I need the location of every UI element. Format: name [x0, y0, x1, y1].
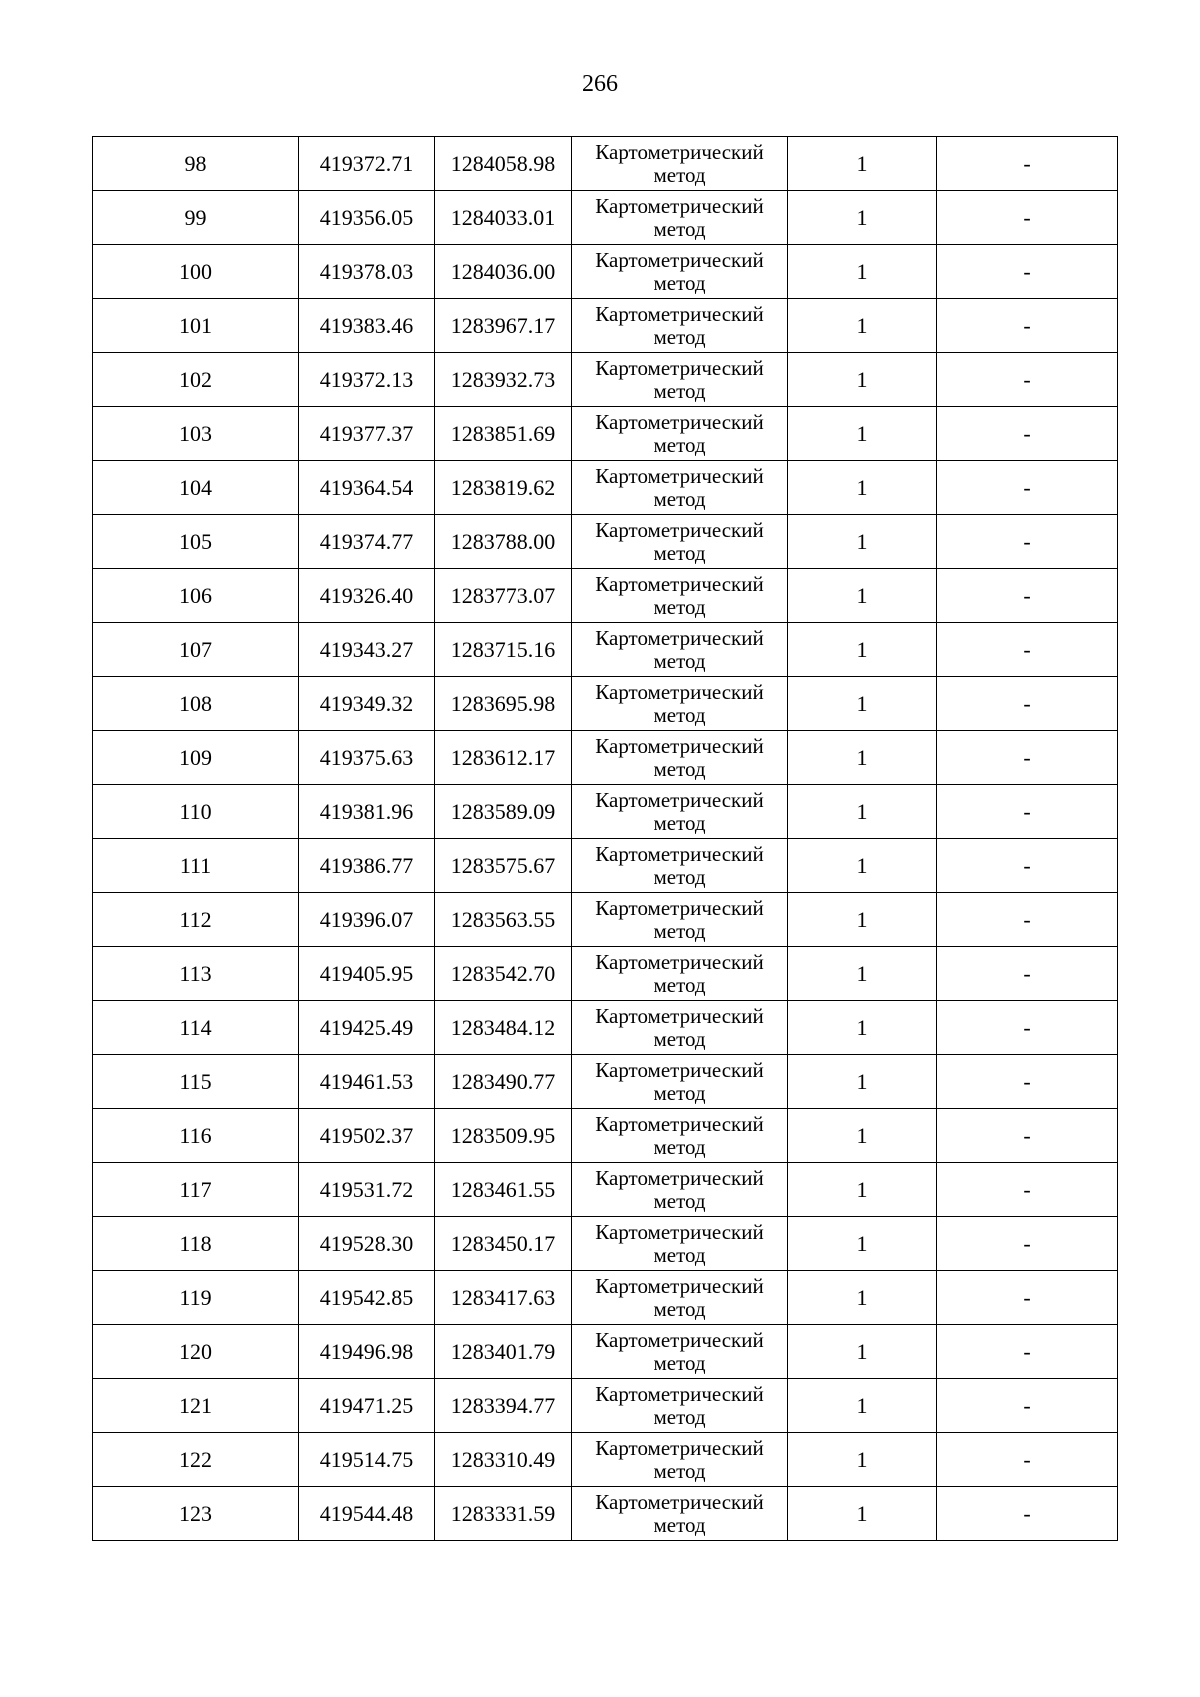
x-coordinate-cell: 419356.05 [299, 191, 435, 245]
point-number-cell: 107 [93, 623, 299, 677]
accuracy-cell: 1 [788, 1055, 937, 1109]
x-coordinate-cell: 419425.49 [299, 1001, 435, 1055]
method-cell [572, 353, 788, 407]
method-line-2: метод [653, 378, 706, 403]
accuracy-cell: 1 [788, 407, 937, 461]
method-line-1: Картометрический [595, 787, 764, 812]
method-cell [572, 299, 788, 353]
method-line-1: Картометрический [595, 1327, 764, 1352]
y-coordinate-cell: 1284036.00 [435, 245, 572, 299]
point-number-cell: 104 [93, 461, 299, 515]
method-line-1: Картометрический [595, 625, 764, 650]
note-cell: - [937, 1271, 1118, 1325]
note-cell: - [937, 1055, 1118, 1109]
note-cell: - [937, 461, 1118, 515]
y-coordinate-cell: 1283851.69 [435, 407, 572, 461]
accuracy-cell: 1 [788, 677, 937, 731]
point-number-cell: 115 [93, 1055, 299, 1109]
accuracy-cell: 1 [788, 1487, 937, 1541]
y-coordinate-cell: 1284058.98 [435, 137, 572, 191]
point-number-cell: 105 [93, 515, 299, 569]
accuracy-cell: 1 [788, 731, 937, 785]
method-line-2: метод [653, 270, 706, 295]
method-line-1: Картометрический [595, 1219, 764, 1244]
method-line-1: Картометрический [595, 1165, 764, 1190]
method-line-1: Картометрический [595, 895, 764, 920]
note-cell: - [937, 299, 1118, 353]
y-coordinate-cell: 1283509.95 [435, 1109, 572, 1163]
method-cell [572, 461, 788, 515]
y-coordinate-cell: 1283589.09 [435, 785, 572, 839]
note-cell: - [937, 137, 1118, 191]
method-cell [572, 407, 788, 461]
y-coordinate-cell: 1283450.17 [435, 1217, 572, 1271]
table-row [93, 137, 1118, 191]
note-cell: - [937, 191, 1118, 245]
point-number-cell: 122 [93, 1433, 299, 1487]
y-coordinate-cell: 1283715.16 [435, 623, 572, 677]
point-number-cell: 108 [93, 677, 299, 731]
point-number-cell: 111 [93, 839, 299, 893]
table-row [93, 1109, 1118, 1163]
x-coordinate-cell: 419343.27 [299, 623, 435, 677]
x-coordinate-cell: 419471.25 [299, 1379, 435, 1433]
x-coordinate-cell: 419396.07 [299, 893, 435, 947]
table-row [93, 245, 1118, 299]
table-row [93, 1433, 1118, 1487]
point-number-cell: 100 [93, 245, 299, 299]
table-body [93, 137, 1118, 1541]
table-row [93, 731, 1118, 785]
table-row [93, 677, 1118, 731]
method-cell [572, 569, 788, 623]
y-coordinate-cell: 1283417.63 [435, 1271, 572, 1325]
method-line-1: Картометрический [595, 1057, 764, 1082]
table-row [93, 1055, 1118, 1109]
method-cell [572, 1433, 788, 1487]
method-line-1: Картометрический [595, 1111, 764, 1136]
method-cell [572, 137, 788, 191]
y-coordinate-cell: 1283819.62 [435, 461, 572, 515]
method-line-1: Картометрический [595, 463, 764, 488]
method-line-2: метод [653, 648, 706, 673]
method-line-1: Картометрический [595, 1003, 764, 1028]
y-coordinate-cell: 1283773.07 [435, 569, 572, 623]
method-line-2: метод [653, 1242, 706, 1267]
note-cell: - [937, 515, 1118, 569]
y-coordinate-cell: 1283310.49 [435, 1433, 572, 1487]
y-coordinate-cell: 1283967.17 [435, 299, 572, 353]
y-coordinate-cell: 1283575.67 [435, 839, 572, 893]
method-line-2: метод [653, 540, 706, 565]
point-number-cell: 114 [93, 1001, 299, 1055]
method-cell [572, 785, 788, 839]
method-line-2: метод [653, 324, 706, 349]
y-coordinate-cell: 1283394.77 [435, 1379, 572, 1433]
method-line-2: метод [653, 216, 706, 241]
accuracy-cell: 1 [788, 1379, 937, 1433]
note-cell: - [937, 569, 1118, 623]
accuracy-cell: 1 [788, 191, 937, 245]
point-number-cell: 121 [93, 1379, 299, 1433]
method-line-2: метод [653, 810, 706, 835]
table-row [93, 1217, 1118, 1271]
coordinates-table [92, 136, 1118, 1541]
point-number-cell: 113 [93, 947, 299, 1001]
method-cell [572, 1325, 788, 1379]
x-coordinate-cell: 419364.54 [299, 461, 435, 515]
x-coordinate-cell: 419531.72 [299, 1163, 435, 1217]
method-line-2: метод [653, 1404, 706, 1429]
method-cell [572, 191, 788, 245]
x-coordinate-cell: 419326.40 [299, 569, 435, 623]
method-line-1: Картометрический [595, 1381, 764, 1406]
method-line-2: метод [653, 1080, 706, 1105]
table-row [93, 1001, 1118, 1055]
method-line-1: Картометрический [595, 841, 764, 866]
table-row [93, 893, 1118, 947]
point-number-cell: 116 [93, 1109, 299, 1163]
method-line-2: метод [653, 972, 706, 997]
method-cell [572, 731, 788, 785]
method-line-1: Картометрический [595, 1435, 764, 1460]
method-line-1: Картометрический [595, 247, 764, 272]
x-coordinate-cell: 419496.98 [299, 1325, 435, 1379]
point-number-cell: 119 [93, 1271, 299, 1325]
note-cell: - [937, 1109, 1118, 1163]
table-row [93, 191, 1118, 245]
method-line-1: Картометрический [595, 517, 764, 542]
table-row [93, 785, 1118, 839]
accuracy-cell: 1 [788, 1109, 937, 1163]
point-number-cell: 102 [93, 353, 299, 407]
x-coordinate-cell: 419542.85 [299, 1271, 435, 1325]
note-cell: - [937, 731, 1118, 785]
method-cell [572, 1379, 788, 1433]
method-line-2: метод [653, 162, 706, 187]
point-number-cell: 101 [93, 299, 299, 353]
method-cell [572, 245, 788, 299]
note-cell: - [937, 245, 1118, 299]
note-cell: - [937, 623, 1118, 677]
method-cell [572, 1055, 788, 1109]
method-line-1: Картометрический [595, 571, 764, 596]
accuracy-cell: 1 [788, 839, 937, 893]
method-cell [572, 1163, 788, 1217]
point-number-cell: 112 [93, 893, 299, 947]
page-number: 266 [582, 71, 618, 97]
table-row [93, 569, 1118, 623]
x-coordinate-cell: 419461.53 [299, 1055, 435, 1109]
note-cell: - [937, 1325, 1118, 1379]
table-row [93, 947, 1118, 1001]
table-row [93, 461, 1118, 515]
point-number-cell: 117 [93, 1163, 299, 1217]
y-coordinate-cell: 1283932.73 [435, 353, 572, 407]
x-coordinate-cell: 419378.03 [299, 245, 435, 299]
x-coordinate-cell: 419349.32 [299, 677, 435, 731]
x-coordinate-cell: 419544.48 [299, 1487, 435, 1541]
point-number-cell: 118 [93, 1217, 299, 1271]
method-cell [572, 839, 788, 893]
table-row [93, 623, 1118, 677]
method-line-1: Картометрический [595, 301, 764, 326]
accuracy-cell: 1 [788, 299, 937, 353]
accuracy-cell: 1 [788, 947, 937, 1001]
point-number-cell: 109 [93, 731, 299, 785]
note-cell: - [937, 1001, 1118, 1055]
accuracy-cell: 1 [788, 785, 937, 839]
method-line-2: метод [653, 756, 706, 781]
method-cell [572, 1001, 788, 1055]
method-line-2: метод [653, 1134, 706, 1159]
accuracy-cell: 1 [788, 461, 937, 515]
point-number-cell: 99 [93, 191, 299, 245]
x-coordinate-cell: 419372.71 [299, 137, 435, 191]
accuracy-cell: 1 [788, 137, 937, 191]
note-cell: - [937, 893, 1118, 947]
note-cell: - [937, 947, 1118, 1001]
point-number-cell: 106 [93, 569, 299, 623]
note-cell: - [937, 1433, 1118, 1487]
x-coordinate-cell: 419374.77 [299, 515, 435, 569]
y-coordinate-cell: 1283331.59 [435, 1487, 572, 1541]
x-coordinate-cell: 419405.95 [299, 947, 435, 1001]
note-cell: - [937, 1487, 1118, 1541]
method-line-2: метод [653, 1188, 706, 1213]
y-coordinate-cell: 1283788.00 [435, 515, 572, 569]
method-line-2: метод [653, 1350, 706, 1375]
x-coordinate-cell: 419383.46 [299, 299, 435, 353]
point-number-cell: 110 [93, 785, 299, 839]
note-cell: - [937, 785, 1118, 839]
method-cell [572, 677, 788, 731]
note-cell: - [937, 353, 1118, 407]
point-number-cell: 103 [93, 407, 299, 461]
y-coordinate-cell: 1283563.55 [435, 893, 572, 947]
note-cell: - [937, 407, 1118, 461]
method-line-1: Картометрический [595, 355, 764, 380]
point-number-cell: 123 [93, 1487, 299, 1541]
x-coordinate-cell: 419528.30 [299, 1217, 435, 1271]
x-coordinate-cell: 419386.77 [299, 839, 435, 893]
table-row [93, 1379, 1118, 1433]
x-coordinate-cell: 419375.63 [299, 731, 435, 785]
x-coordinate-cell: 419514.75 [299, 1433, 435, 1487]
method-line-1: Картометрический [595, 679, 764, 704]
accuracy-cell: 1 [788, 1271, 937, 1325]
method-line-1: Картометрический [595, 409, 764, 434]
note-cell: - [937, 677, 1118, 731]
accuracy-cell: 1 [788, 1001, 937, 1055]
method-cell [572, 947, 788, 1001]
method-line-1: Картометрический [595, 139, 764, 164]
accuracy-cell: 1 [788, 623, 937, 677]
y-coordinate-cell: 1284033.01 [435, 191, 572, 245]
accuracy-cell: 1 [788, 1325, 937, 1379]
point-number-cell: 120 [93, 1325, 299, 1379]
accuracy-cell: 1 [788, 1433, 937, 1487]
accuracy-cell: 1 [788, 1163, 937, 1217]
table-row [93, 353, 1118, 407]
y-coordinate-cell: 1283490.77 [435, 1055, 572, 1109]
table-row [93, 299, 1118, 353]
method-cell [572, 1217, 788, 1271]
note-cell: - [937, 1163, 1118, 1217]
method-line-2: метод [653, 702, 706, 727]
y-coordinate-cell: 1283401.79 [435, 1325, 572, 1379]
method-cell [572, 623, 788, 677]
table-row [93, 515, 1118, 569]
method-cell [572, 515, 788, 569]
y-coordinate-cell: 1283542.70 [435, 947, 572, 1001]
accuracy-cell: 1 [788, 353, 937, 407]
table-row [93, 1325, 1118, 1379]
method-line-1: Картометрический [595, 193, 764, 218]
method-line-1: Картометрический [595, 733, 764, 758]
y-coordinate-cell: 1283484.12 [435, 1001, 572, 1055]
table-row [93, 839, 1118, 893]
method-line-2: метод [653, 1458, 706, 1483]
method-cell [572, 893, 788, 947]
accuracy-cell: 1 [788, 515, 937, 569]
table-row [93, 1487, 1118, 1541]
method-line-1: Картометрический [595, 1489, 764, 1514]
x-coordinate-cell: 419502.37 [299, 1109, 435, 1163]
method-line-1: Картометрический [595, 949, 764, 974]
x-coordinate-cell: 419381.96 [299, 785, 435, 839]
accuracy-cell: 1 [788, 893, 937, 947]
table-row [93, 1163, 1118, 1217]
x-coordinate-cell: 419377.37 [299, 407, 435, 461]
y-coordinate-cell: 1283461.55 [435, 1163, 572, 1217]
method-line-2: метод [653, 594, 706, 619]
method-line-2: метод [653, 918, 706, 943]
point-number-cell: 98 [93, 137, 299, 191]
method-line-2: метод [653, 1512, 706, 1537]
note-cell: - [937, 1379, 1118, 1433]
y-coordinate-cell: 1283695.98 [435, 677, 572, 731]
method-line-2: метод [653, 1296, 706, 1321]
note-cell: - [937, 839, 1118, 893]
accuracy-cell: 1 [788, 245, 937, 299]
x-coordinate-cell: 419372.13 [299, 353, 435, 407]
accuracy-cell: 1 [788, 1217, 937, 1271]
method-cell [572, 1109, 788, 1163]
y-coordinate-cell: 1283612.17 [435, 731, 572, 785]
method-line-2: метод [653, 486, 706, 511]
accuracy-cell: 1 [788, 569, 937, 623]
method-line-2: метод [653, 864, 706, 889]
note-cell: - [937, 1217, 1118, 1271]
method-line-1: Картометрический [595, 1273, 764, 1298]
method-cell [572, 1271, 788, 1325]
method-line-2: метод [653, 432, 706, 457]
method-cell [572, 1487, 788, 1541]
method-line-2: метод [653, 1026, 706, 1051]
table-row [93, 407, 1118, 461]
table-row [93, 1271, 1118, 1325]
